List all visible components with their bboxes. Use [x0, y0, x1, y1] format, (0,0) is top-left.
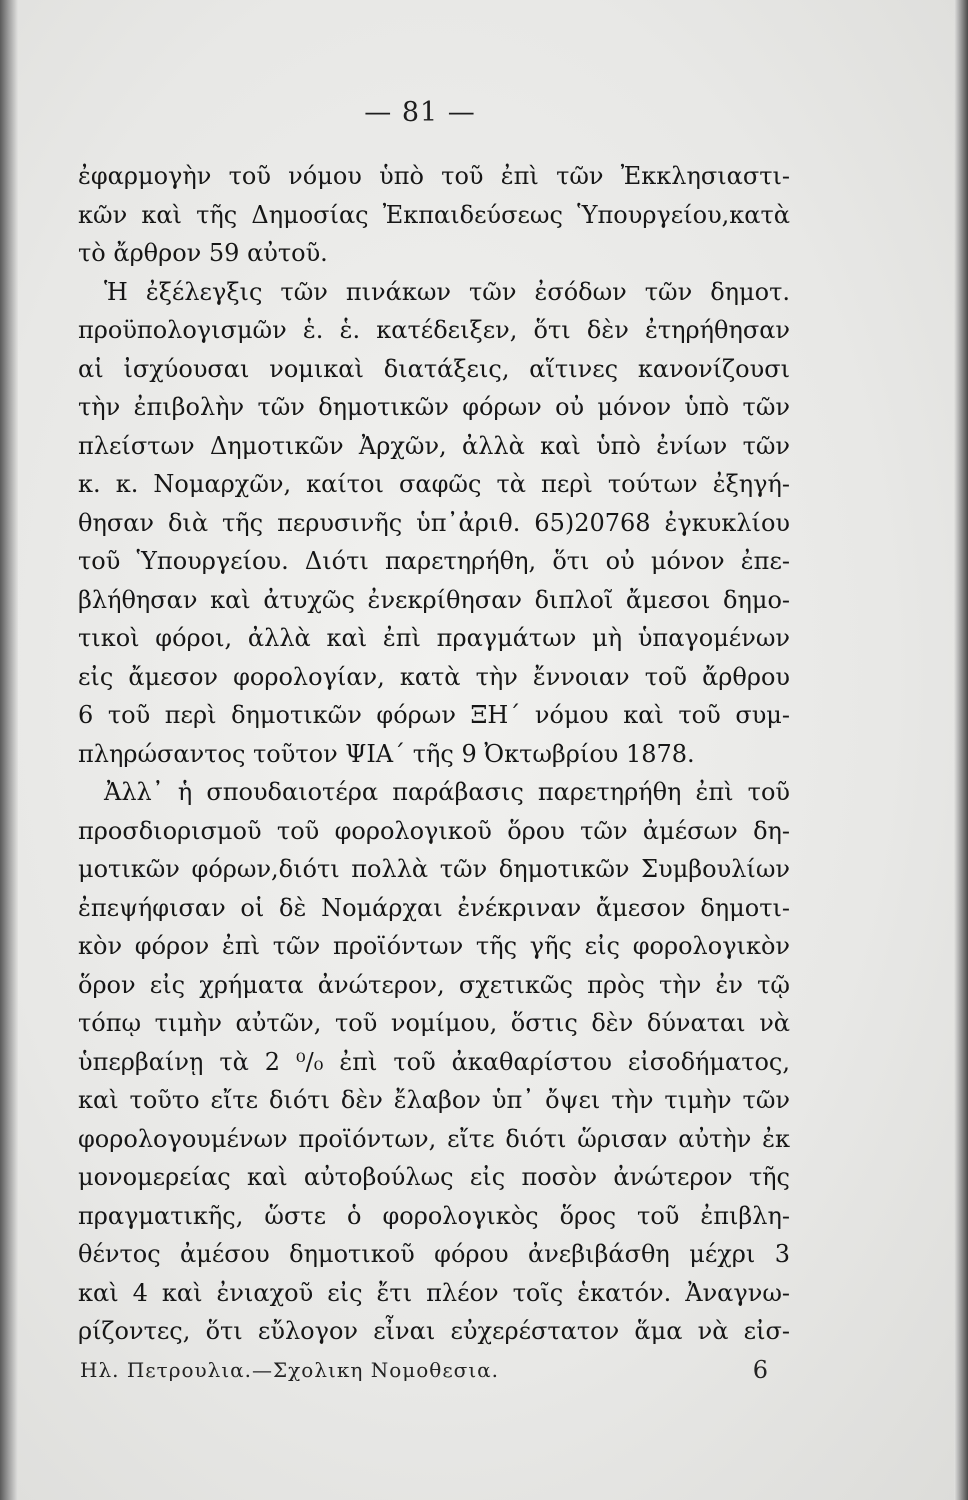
text-line: προϋπολογισμῶν ἑ. ἑ. κατέδειξεν, ὅτι δὲν ἐτηρήθησαν [78, 316, 790, 344]
text-line: μοτικῶν φόρων,διότι πολλὰ τῶν δημοτικῶν Συμβουλίων [78, 855, 790, 883]
text-line: θέντος ἀμέσου δημοτικοῦ φόρου ἀνεβιβάσθη μέχρι 3 [78, 1240, 790, 1268]
text-line: πληρώσαντος τοῦτον ΨΙΑ΄ τῆς 9 Ὀκτωβρίου 1878. [78, 739, 695, 768]
text-line: ἐφαρμογὴν τοῦ νόμου ὑπὸ τοῦ ἐπὶ τῶν Ἐκκλησιαστι- [78, 162, 790, 190]
text-line: μονομερείας καὶ αὐτοβούλως εἰς ποσὸν ἀνώτερον τῆς [78, 1163, 790, 1191]
text-line: ρίζοντες, ὅτι εὔλογον εἶναι εὐχερέστατον ἅμα νὰ εἰσ- [78, 1317, 790, 1345]
footer-author-title: Ηλ. Πετρουλια.—Σχολικη Νομοθεσια. [80, 1358, 500, 1382]
text-line: ὅρον εἰς χρήματα ἀνώτερον, σχετικῶς πρὸς τὴν ἐν τῷ [78, 970, 790, 999]
text-line: αἱ ἰσχύουσαι νομικαὶ διατάξεις, αἵτινες κανονίζουσι [78, 354, 790, 383]
text-line: πλείστων Δημοτικῶν Ἀρχῶν, ἀλλὰ καὶ ὑπὸ ἐνίων τῶν [78, 431, 790, 460]
text-line: Ἡ ἐξέλεγξις τῶν πινάκων τῶν ἐσόδων τῶν δημοτ. [104, 277, 790, 306]
page-footer [78, 1352, 790, 1388]
text-line: τόπῳ τιμὴν αὐτῶν, τοῦ νομίμου, ὅστις δὲν δύναται νὰ [78, 1009, 790, 1037]
page-number: — 81 — [364, 97, 476, 128]
text-line: κ. κ. Νομαρχῶν, καίτοι σαφῶς τὰ περὶ τούτων ἐξηγή- [78, 470, 790, 498]
signature-mark: 6 [752, 1356, 768, 1384]
text-line: καὶ τοῦτο εἴτε διότι δὲν ἔλαβον ὑπ᾽ ὄψει τὴν τιμὴν τῶν [78, 1086, 790, 1114]
text-line: ἐπεψήφισαν οἱ δὲ Νομάρχαι ἐνέκριναν ἄμεσον δημοτι- [78, 893, 790, 922]
text-line: κῶν καὶ τῆς Δημοσίας Ἐκπαιδεύσεως Ὑπουργείου,κατὰ [78, 200, 790, 229]
text-line: βλήθησαν καὶ ἀτυχῶς ἐνεκρίθησαν διπλοῖ ἄμεσοι δημο- [78, 585, 790, 614]
text-line: εἰς ἄμεσον φορολογίαν, κατὰ τὴν ἔννοιαν τοῦ ἄρθρου [78, 662, 790, 691]
text-line: προσδιορισμοῦ τοῦ φορολογικοῦ ὅρου τῶν ἀμέσων δη- [78, 816, 790, 845]
text-line: θησαν διὰ τῆς περυσινῆς ὑπ᾽ἀριθ. 65)20768 ἐγκυκλίου [78, 508, 790, 537]
text-line: τικοὶ φόροι, ἀλλὰ καὶ ἐπὶ πραγμάτων μὴ ὑπαγομένων [78, 624, 790, 652]
page-right-edge-shadow [954, 0, 968, 1500]
text-line: κὸν φόρον ἐπὶ τῶν προϊόντων τῆς γῆς εἰς φορολογικὸν [78, 932, 790, 960]
text-line: τὸ ἄρθρον 59 αὐτοῦ. [78, 239, 328, 267]
text-line: τὴν ἐπιβολὴν τῶν δημοτικῶν φόρων οὐ μόνον ὑπὸ τῶν [78, 393, 790, 421]
text-line: φορολογουμένων προϊόντων, εἴτε διότι ὥρισαν αὐτὴν ἐκ [78, 1124, 790, 1153]
page-left-edge-shadow [0, 0, 18, 1500]
text-line: πραγματικῆς, ὥστε ὁ φορολογικὸς ὅρος τοῦ ἐπιβλη- [78, 1201, 790, 1230]
text-line: τοῦ Ὑπουργείου. Διότι παρετηρήθη, ὅτι οὐ μόνον ἐπε- [78, 547, 790, 575]
text-line: ὑπερβαίνῃ τὰ 2 ⁰/₀ ἐπὶ τοῦ ἀκαθαρίστου εἰσοδήματος, [78, 1047, 790, 1076]
text-line: Ἀλλ᾽ ἡ σπουδαιοτέρα παράβασις παρετηρήθη ἐπὶ τοῦ [104, 778, 790, 806]
text-line: καὶ 4 καὶ ἐνιαχοῦ εἰς ἔτι πλέον τοῖς ἑκατόν. Ἀναγνω- [78, 1278, 790, 1307]
text-line: 6 τοῦ περὶ δημοτικῶν φόρων ΞΗ΄ νόμου καὶ τοῦ συμ- [78, 701, 790, 729]
